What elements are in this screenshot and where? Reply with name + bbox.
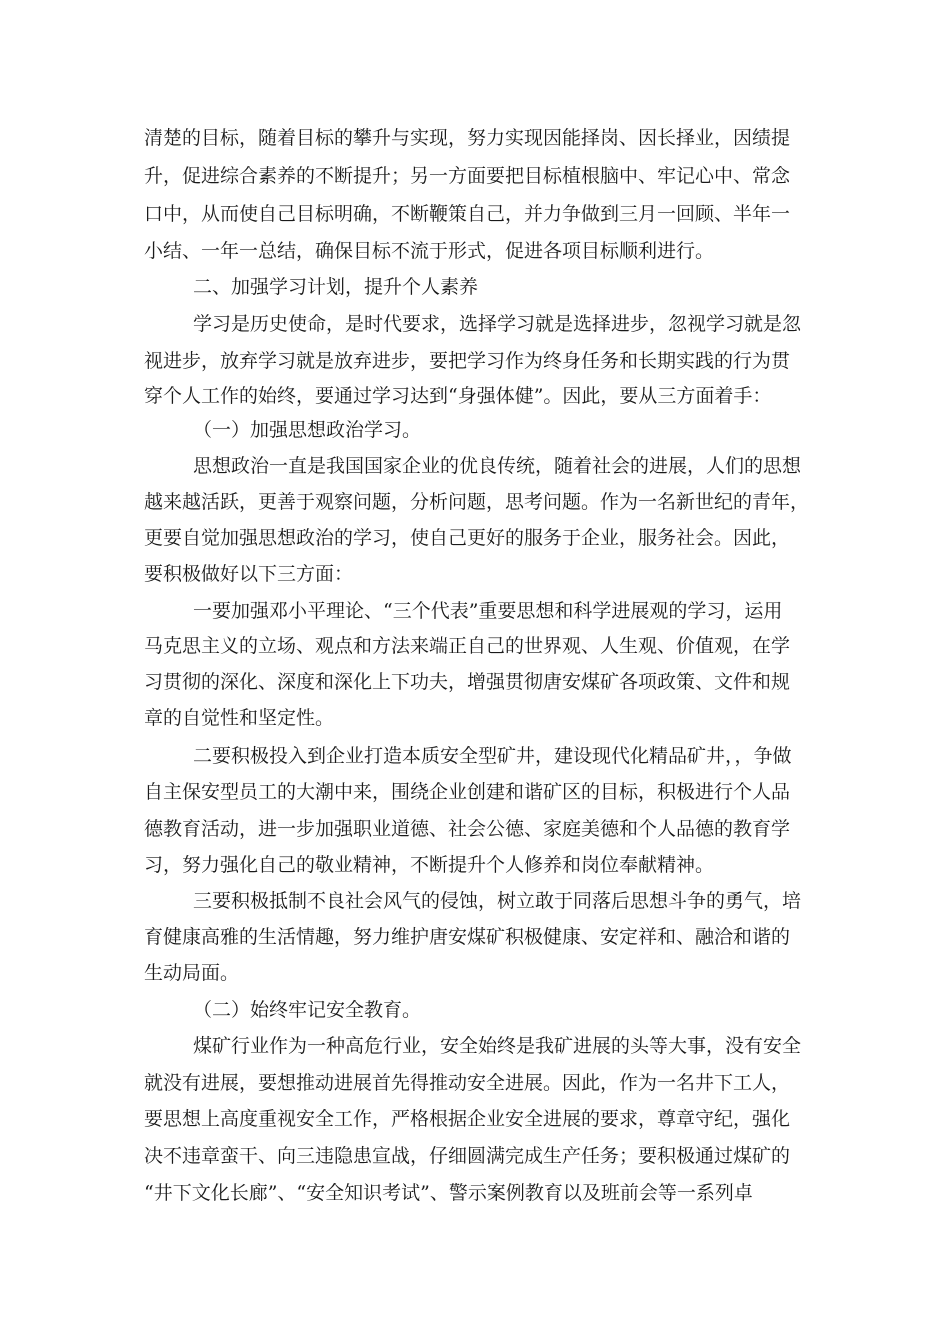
body-text-line: 决不违章蛮干、向三违隐患宣战，仔细圆满完成生产任务；要积极通过煤矿的: [144, 1145, 791, 1167]
body-text-line: 清楚的目标，随着目标的攀升与实现，努力实现因能择岗、因长择业，因绩提: [144, 127, 791, 149]
body-text-line: 育健康高雅的生活情趣，努力维护唐安煤矿积极健康、安定祥和、融洽和谐的: [144, 926, 791, 948]
body-text-line: 章的自觉性和坚定性。: [144, 707, 335, 729]
body-text-line: 三要积极抵制不良社会风气的侵蚀，树立敢于同落后思想斗争的勇气，培: [193, 890, 802, 912]
body-text-line: 小结、一年一总结，确保目标不流于形式，促进各项目标顺利进行。: [144, 240, 715, 262]
subsection-heading: （二）始终牢记安全教育。: [193, 999, 422, 1021]
section-heading: 二、加强学习计划，提升个人素养: [193, 276, 479, 298]
body-text-line: 马克思主义的立场、观点和方法来端正自己的世界观、人生观、价值观，在学: [144, 635, 791, 657]
body-text-line: 煤矿行业作为一种高危行业，安全始终是我矿进展的头等大事，没有安全: [193, 1035, 802, 1057]
body-text-line: 要积极做好以下三方面：: [144, 563, 354, 585]
body-text-line: 二要积极投入到企业打造本质安全型矿井，建设现代化精品矿井，，争做: [193, 745, 792, 767]
body-text-line: 思想政治一直是我国国家企业的优良传统，随着社会的进展，人们的思想: [193, 455, 802, 477]
body-text-line: 习贯彻的深化、深度和深化上下功夫，增强贯彻唐安煤矿各项政策、文件和规: [144, 671, 791, 693]
body-text-line: 德教育活动，进一步加强职业道德、社会公德、家庭美德和个人品德的教育学: [144, 818, 791, 840]
subsection-heading: （一）加强思想政治学习。: [193, 419, 422, 441]
body-text-line: 一要加强邓小平理论、“三个代表”重要思想和科学进展观的学习，运用: [193, 600, 783, 622]
body-text-line: 生动局面。: [144, 962, 240, 984]
body-text-line: 习，努力强化自己的敬业精神，不断提升个人修养和岗位奉献精神。: [144, 854, 715, 876]
body-text-line: 视进步，放弃学习就是放弃进步，要把学习作为终身任务和长期实践的行为贯: [144, 350, 791, 372]
body-text-line: 升，促进综合素养的不断提升；另一方面要把目标植根脑中、牢记心中、常念: [144, 165, 791, 187]
body-text-line: 越来越活跃，更善于观察问题，分析问题，思考问题。作为一名新世纪的青年，: [144, 491, 810, 513]
body-text-line: 就没有进展，要想推动进展首先得推动安全进展。因此，作为一名井下工人，: [144, 1072, 791, 1094]
body-text-line: “井下文化长廊”、“安全知识考试”、警示案例教育以及班前会等一系列卓: [144, 1182, 753, 1204]
body-text-line: 要思想上高度重视安全工作，严格根据企业安全进展的要求，尊章守纪，强化: [144, 1108, 791, 1130]
body-text-line: 学习是历史使命，是时代要求，选择学习就是选择进步，忽视学习就是忽: [193, 313, 802, 335]
body-text-line: 自主保安型员工的大潮中来，围绕企业创建和谐矿区的目标，积极进行个人品: [144, 781, 791, 803]
body-text-line: 口中，从而使自己目标明确，不断鞭策自己，并力争做到三月一回顾、半年一: [144, 203, 791, 225]
body-text-line: 穿个人工作的始终，要通过学习达到“身强体健”。因此，要从三方面着手：: [144, 385, 772, 407]
body-text-line: 更要自觉加强思想政治的学习，使自己更好的服务于企业，服务社会。因此，: [144, 527, 791, 549]
